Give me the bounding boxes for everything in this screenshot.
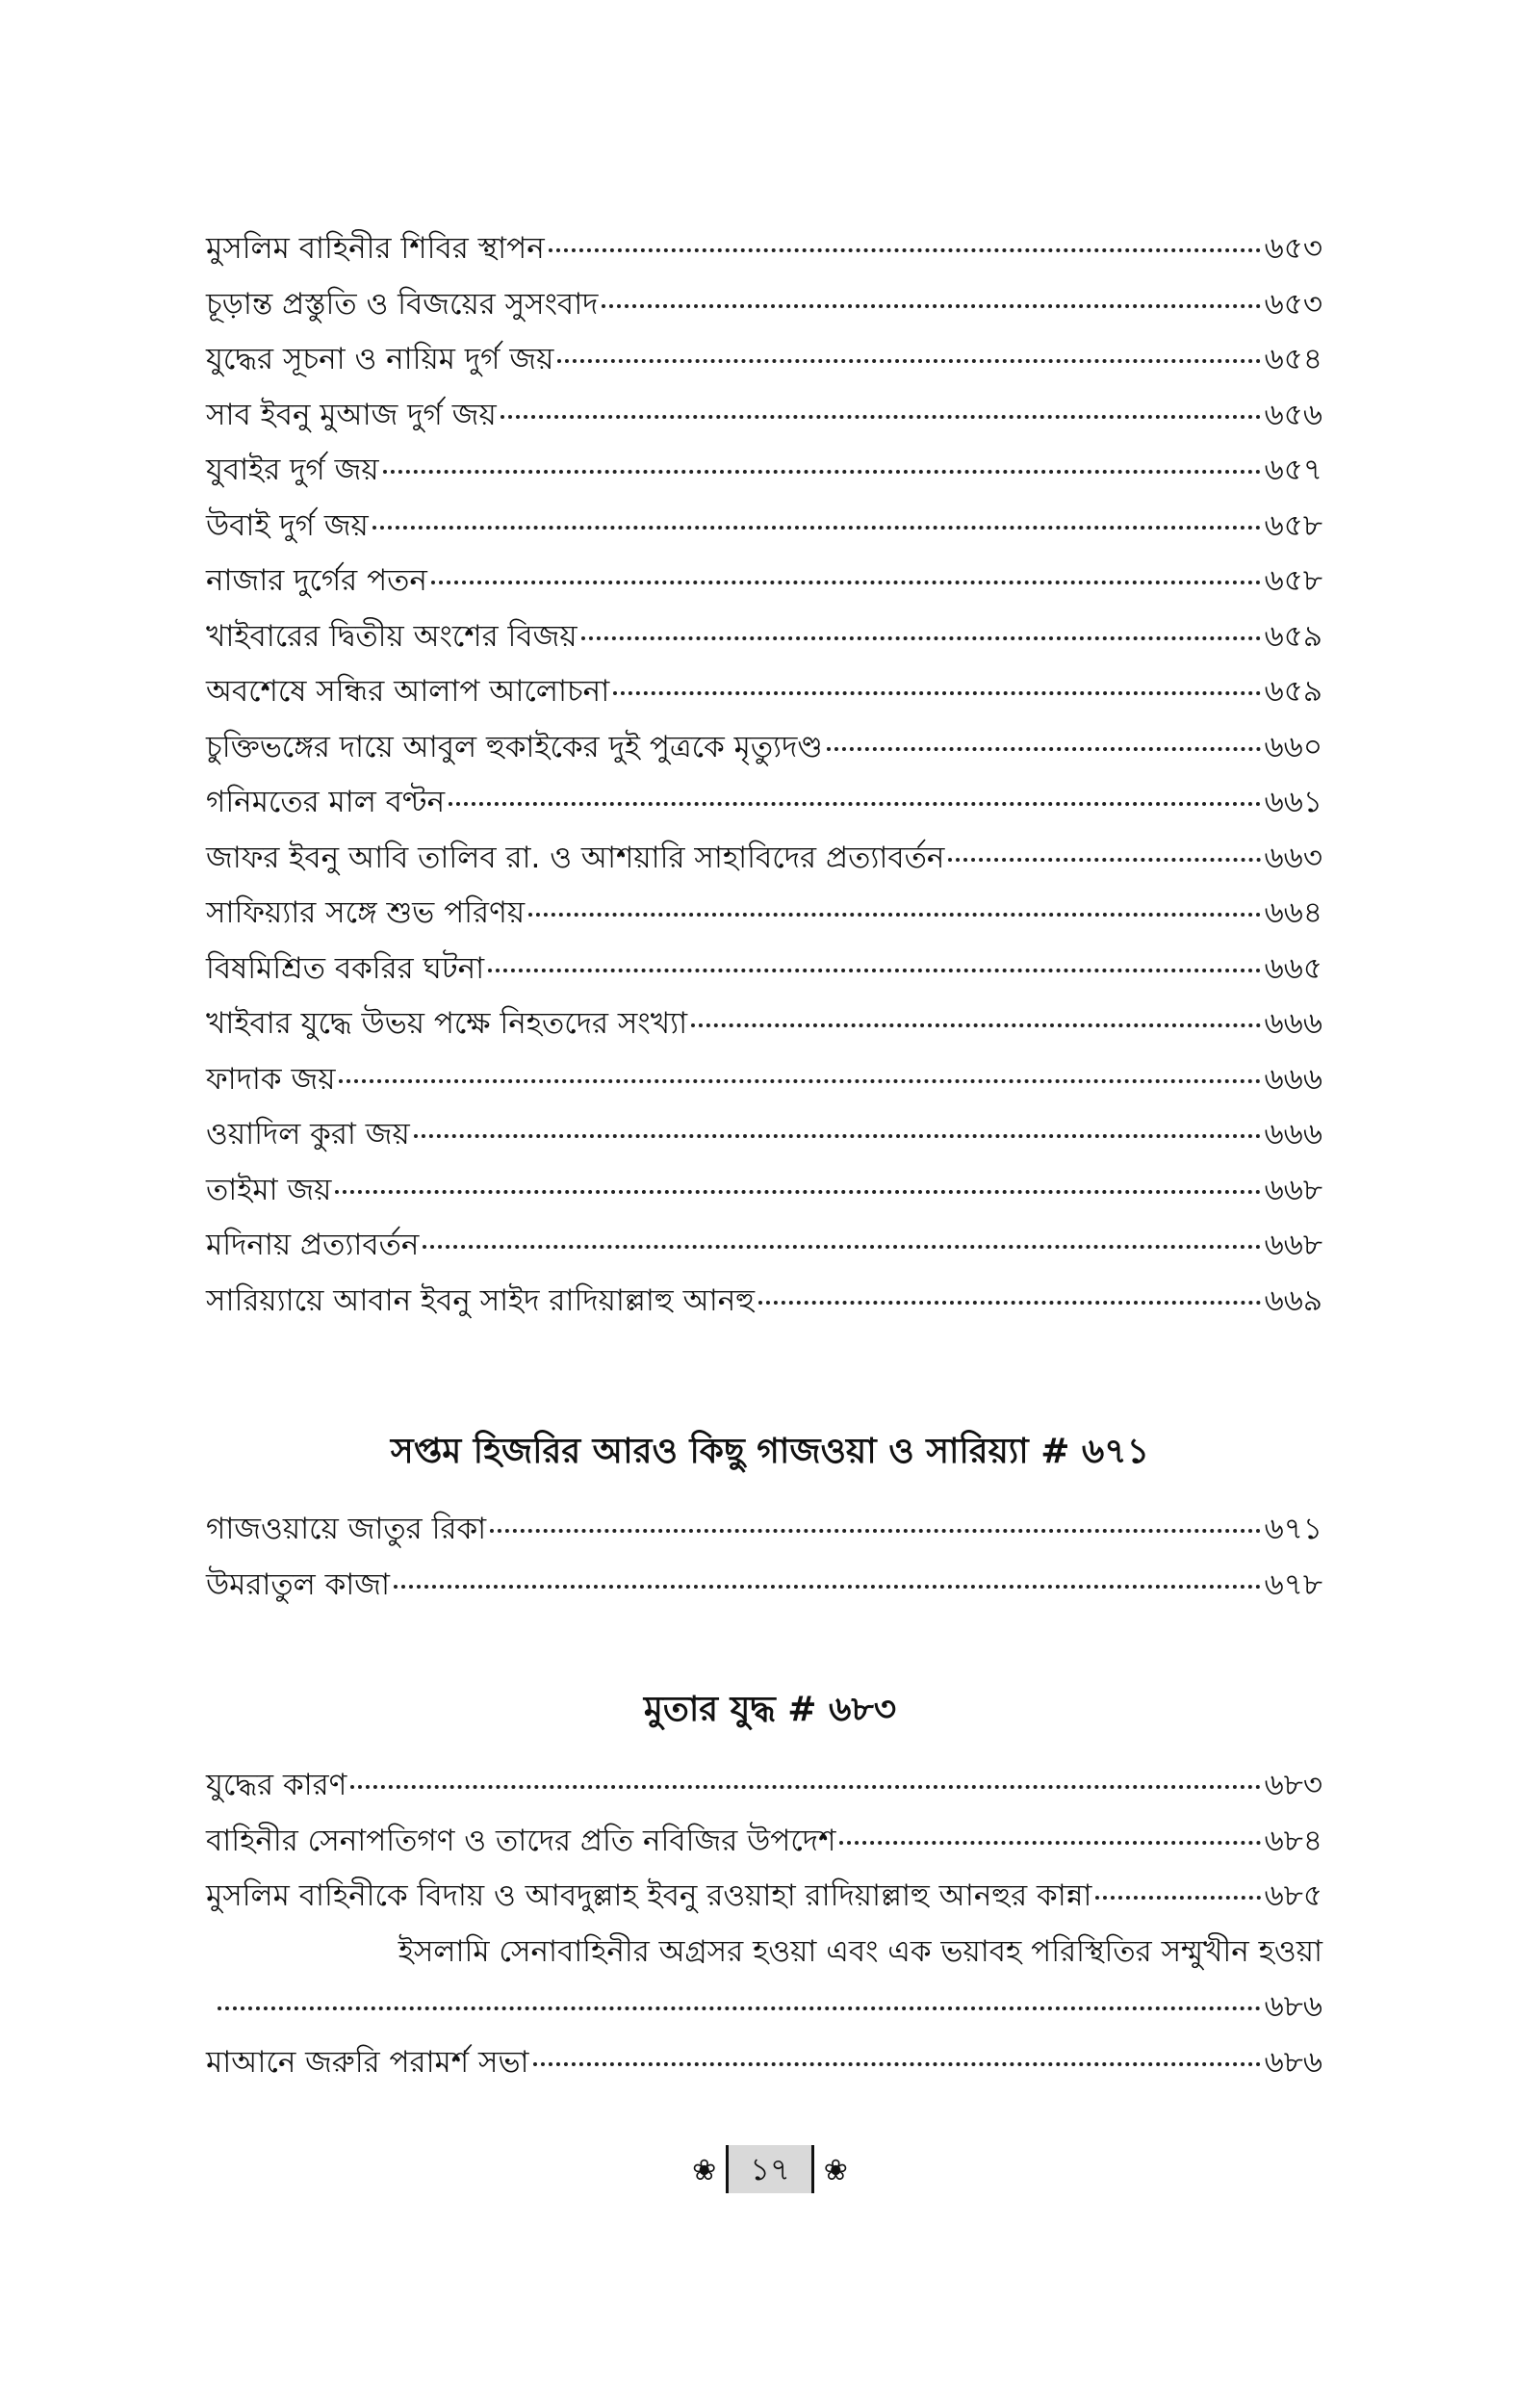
toc-entry bbox=[206, 554, 1322, 609]
toc-entry bbox=[206, 2035, 1322, 2091]
entry-title: জাফর ইবনু আবি তালিব রা. ও আশয়ারি সাহাবিদের প্রত্যাবর্তন bbox=[206, 840, 945, 875]
entry-page: ৬৫৬ bbox=[1264, 397, 1322, 432]
entry-page: ৬৫৪ bbox=[1264, 342, 1322, 376]
dot-leader bbox=[549, 248, 1261, 252]
dot-leader bbox=[372, 526, 1261, 530]
dot-leader bbox=[839, 1841, 1260, 1845]
dot-leader bbox=[350, 1785, 1260, 1789]
entry-title: মুসলিম বাহিনীকে বিদায় ও আবদুল্লাহ ইবনু রওয়াহা রাদিয়াল্লাহু আনহুর কান্না bbox=[206, 1878, 1092, 1913]
entry-page: ৬৬০ bbox=[1264, 729, 1322, 764]
toc-entry bbox=[206, 277, 1322, 333]
entry-title: চূড়ান্ত প্রস্তুতি ও বিজয়ের সুসংবাদ bbox=[206, 286, 599, 322]
entry-title: মাআনে জরুরি পরামর্শ সভা bbox=[206, 2044, 529, 2080]
entry-page: ৬৬৯ bbox=[1264, 1282, 1322, 1318]
entry-page: ৬৬৬ bbox=[1264, 1061, 1322, 1097]
toc-entry bbox=[206, 831, 1322, 887]
dot-leader bbox=[449, 802, 1260, 806]
toc-entry bbox=[206, 664, 1322, 720]
dot-leader bbox=[414, 1134, 1261, 1138]
entry-page: ৬৫৩ bbox=[1264, 231, 1322, 266]
entry-title: গাজওয়ায়ে জাতুর রিকা bbox=[206, 1512, 487, 1546]
toc-entry bbox=[206, 221, 1322, 277]
dot-leader bbox=[602, 304, 1260, 308]
entry-title: নাজার দুর্গের পতন bbox=[206, 563, 427, 598]
dot-leader bbox=[394, 1585, 1261, 1589]
dot-leader bbox=[1095, 1896, 1260, 1900]
entry-title: গনিমতের মাল বণ্টন bbox=[206, 785, 446, 819]
toc-entry bbox=[206, 1218, 1322, 1274]
entry-title: বিষমিশ্রিত বকরির ঘটনা bbox=[206, 950, 485, 986]
entry-title: মদিনায় প্রত্যাবর্তন bbox=[206, 1228, 420, 1262]
entry-page: ৬৬৮ bbox=[1264, 1172, 1322, 1207]
entry-title: সারিয়্যায়ে আবান ইবনু সাইদ রাদিয়াল্লাহু আনহু bbox=[206, 1282, 756, 1318]
dot-leader bbox=[691, 1023, 1260, 1027]
toc-entry bbox=[206, 1052, 1322, 1108]
entry-page: ৬৭১ bbox=[1264, 1512, 1322, 1546]
entry-title: উমরাতুল কাজা bbox=[206, 1566, 391, 1602]
entry-page: ৬৮৩ bbox=[1264, 1768, 1322, 1802]
entry-title: উবাই দুর্গ জয় bbox=[206, 507, 369, 543]
toc-entry bbox=[206, 1869, 1322, 1925]
entry-page: ৬৫৭ bbox=[1264, 453, 1322, 487]
dot-leader bbox=[613, 691, 1260, 695]
entry-page: ৬৮৬ bbox=[1264, 2044, 1322, 2080]
entry-page: ৬৮৫ bbox=[1264, 1878, 1322, 1913]
entry-title: তাইমা জয় bbox=[206, 1172, 332, 1207]
toc-entry bbox=[206, 886, 1322, 942]
entry-page: ৬৮৪ bbox=[1264, 1823, 1322, 1858]
entry-page: ৬৫৮ bbox=[1264, 563, 1322, 598]
entry-title: খাইবারের দ্বিতীয় অংশের বিজয় bbox=[206, 618, 578, 654]
dot-leader bbox=[581, 636, 1261, 640]
toc-entry bbox=[206, 1163, 1322, 1219]
dot-leader bbox=[423, 1245, 1260, 1249]
entry-page: ৬৬৬ bbox=[1264, 1006, 1322, 1041]
toc-section-1 bbox=[206, 221, 1322, 1329]
toc-entry-wrapped-leader bbox=[206, 1980, 1322, 2035]
toc-entry bbox=[206, 775, 1322, 831]
toc-entry-wrapped-title bbox=[206, 1925, 1322, 1980]
entry-title: যুবাইর দুর্গ জয় bbox=[206, 453, 379, 487]
right-ornament-icon: ❀ bbox=[823, 2154, 848, 2187]
entry-page: ৬৬৫ bbox=[1264, 950, 1322, 986]
dot-leader bbox=[488, 969, 1260, 972]
toc-entry bbox=[206, 388, 1322, 444]
toc-entry bbox=[206, 1502, 1322, 1558]
entry-title: সাব ইবনু মুআজ দুর্গ জয় bbox=[206, 397, 497, 432]
entry-title: যুদ্ধের কারণ bbox=[206, 1768, 347, 1802]
toc-entry bbox=[206, 609, 1322, 665]
dot-leader bbox=[490, 1529, 1260, 1533]
entry-title: ওয়াদিল কুরা জয় bbox=[206, 1117, 410, 1152]
entry-title: মুসলিম বাহিনীর শিবির স্থাপন bbox=[206, 231, 545, 266]
dot-leader bbox=[339, 1079, 1260, 1083]
entry-page: ৬৬৬ bbox=[1264, 1117, 1322, 1152]
entry-page: ৬৬১ bbox=[1264, 785, 1322, 819]
entry-title: যুদ্ধের সূচনা ও নায়িম দুর্গ জয় bbox=[206, 342, 554, 376]
entry-page: ৬৫৮ bbox=[1264, 507, 1322, 543]
entry-page: ৬৬৪ bbox=[1264, 895, 1322, 930]
entry-page: ৬৭৮ bbox=[1264, 1566, 1322, 1602]
toc-entry bbox=[206, 1814, 1322, 1870]
toc-entry bbox=[206, 996, 1322, 1052]
toc-entry bbox=[206, 1758, 1322, 1814]
dot-leader bbox=[758, 1301, 1261, 1305]
entry-title: অবশেষে সন্ধির আলাপ আলোচনা bbox=[206, 674, 610, 709]
toc-entry bbox=[206, 443, 1322, 499]
dot-leader bbox=[431, 581, 1261, 584]
entry-title: সাফিয়্যার সঙ্গে শুভ পরিণয় bbox=[206, 895, 526, 930]
dot-leader bbox=[827, 747, 1261, 751]
toc-entry bbox=[206, 332, 1322, 388]
toc-section-3 bbox=[206, 1758, 1322, 2090]
toc-entry bbox=[206, 1274, 1322, 1330]
toc-entry bbox=[206, 1558, 1322, 1614]
left-ornament-icon: ❀ bbox=[692, 2154, 717, 2187]
page-folio bbox=[0, 2145, 1540, 2195]
section-3-heading: মুতার যুদ্ধ # ৬৮৩ bbox=[643, 1690, 897, 1729]
dot-leader bbox=[218, 2006, 1261, 2010]
dot-leader bbox=[335, 1190, 1260, 1194]
entry-title: চুক্তিভঙ্গের দায়ে আবুল হুকাইকের দুই পুত্রকে মৃত্যুদণ্ড bbox=[206, 729, 823, 764]
entry-page: ৬৫৯ bbox=[1264, 674, 1322, 709]
dot-leader bbox=[948, 858, 1260, 862]
toc-section-2 bbox=[206, 1502, 1322, 1613]
entry-page: ৬৮৬ bbox=[1264, 1989, 1322, 2024]
entry-page: ৬৫৩ bbox=[1264, 286, 1322, 322]
dot-leader bbox=[528, 913, 1260, 917]
section-2-heading: সপ্তম হিজরির আরও কিছু গাজওয়া ও সারিয়্যা # ৬৭১ bbox=[390, 1432, 1150, 1471]
page-number: ১৭ bbox=[726, 2145, 814, 2193]
toc-entry bbox=[206, 499, 1322, 555]
dot-leader bbox=[557, 359, 1260, 363]
dot-leader bbox=[533, 2062, 1261, 2066]
entry-title: ইসলামি সেনাবাহিনীর অগ্রসর হওয়া এবং এক ভয়াবহ পরিস্থিতির সম্মুখীন হওয়া bbox=[398, 1933, 1322, 1969]
toc-entry bbox=[206, 942, 1322, 997]
entry-title: বাহিনীর সেনাপতিগণ ও তাদের প্রতি নবিজির উপদেশ bbox=[206, 1823, 836, 1858]
entry-page: ৬৬৮ bbox=[1264, 1228, 1322, 1262]
toc-entry bbox=[206, 1107, 1322, 1163]
entry-page: ৬৬৩ bbox=[1264, 840, 1322, 875]
entry-title: ফাদাক জয় bbox=[206, 1061, 336, 1097]
dot-leader bbox=[383, 470, 1261, 474]
dot-leader bbox=[500, 415, 1261, 419]
toc-entry bbox=[206, 720, 1322, 776]
entry-title: খাইবার যুদ্ধে উভয় পক্ষে নিহতদের সংখ্যা bbox=[206, 1006, 688, 1041]
entry-page: ৬৫৯ bbox=[1264, 618, 1322, 654]
